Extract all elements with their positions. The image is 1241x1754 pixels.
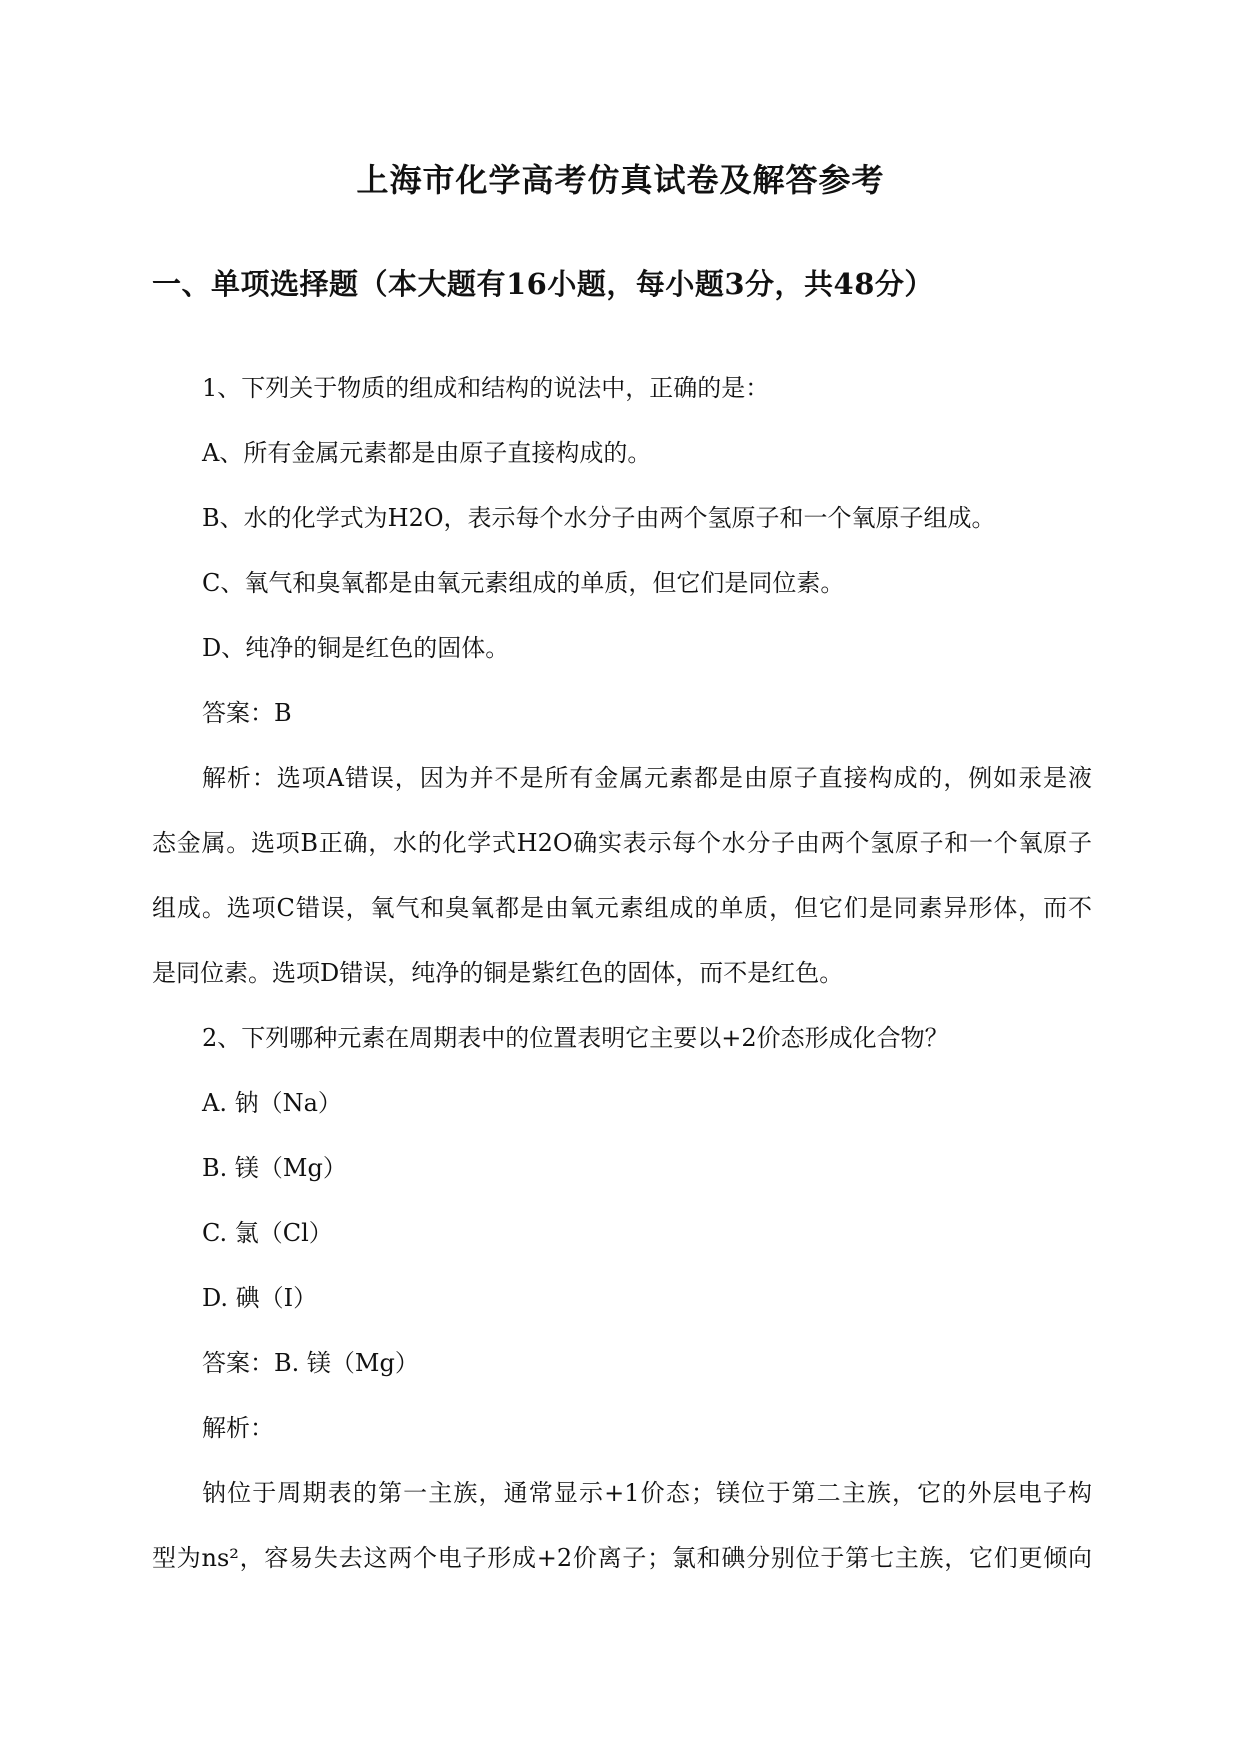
question-1-analysis-line: 解析：选项A错误，因为并不是所有金属元素都是由原子直接构成的，例如汞是液 <box>202 764 1092 792</box>
question-2-analysis-line: 钠位于周期表的第一主族，通常显示+1价态；镁位于第二主族，它的外层电子构 <box>202 1479 1092 1507</box>
question-1-option-c: C、氧气和臭氧都是由氧元素组成的单质，但它们是同位素。 <box>202 569 845 597</box>
question-2-option-a: A. 钠（Na） <box>202 1089 342 1117</box>
question-2-answer: 答案：B. 镁（Mg） <box>202 1349 419 1377</box>
question-2-analysis-label: 解析： <box>202 1414 274 1442</box>
document-title: 上海市化学高考仿真试卷及解答参考 <box>356 161 885 199</box>
question-1-analysis-line: 是同位素。选项D错误，纯净的铜是紫红色的固体，而不是红色。 <box>152 959 844 987</box>
question-2-stem: 2、下列哪种元素在周期表中的位置表明它主要以+2价态形成化合物？ <box>202 1024 949 1052</box>
question-2-option-d: D. 碘（I） <box>202 1284 318 1312</box>
section-heading: 一、单项选择题（本大题有16小题，每小题3分，共48分） <box>152 267 934 301</box>
question-1-analysis-line: 组成。选项C错误，氧气和臭氧都是由氧元素组成的单质，但它们是同素异形体，而不 <box>152 894 1092 922</box>
question-1-stem: 1、下列关于物质的组成和结构的说法中，正确的是： <box>202 374 770 402</box>
question-1-option-d: D、纯净的铜是红色的固体。 <box>202 634 510 662</box>
question-1-option-a: A、所有金属元素都是由原子直接构成的。 <box>202 439 652 467</box>
document-body <box>152 356 1092 1591</box>
question-1-option-b: B、水的化学式为H2O，表示每个水分子由两个氢原子和一个氧原子组成。 <box>202 504 996 532</box>
question-1-answer: 答案：B <box>202 699 292 727</box>
question-1-analysis-line: 态金属。选项B正确，水的化学式H2O确实表示每个水分子由两个氢原子和一个氧原子 <box>152 829 1092 857</box>
question-2-analysis-line: 型为ns²，容易失去这两个电子形成+2价离子；氯和碘分别位于第七主族，它们更倾向 <box>152 1544 1092 1572</box>
question-2-option-b: B. 镁（Mg） <box>202 1154 347 1182</box>
question-2-option-c: C. 氯（Cl） <box>202 1219 333 1247</box>
